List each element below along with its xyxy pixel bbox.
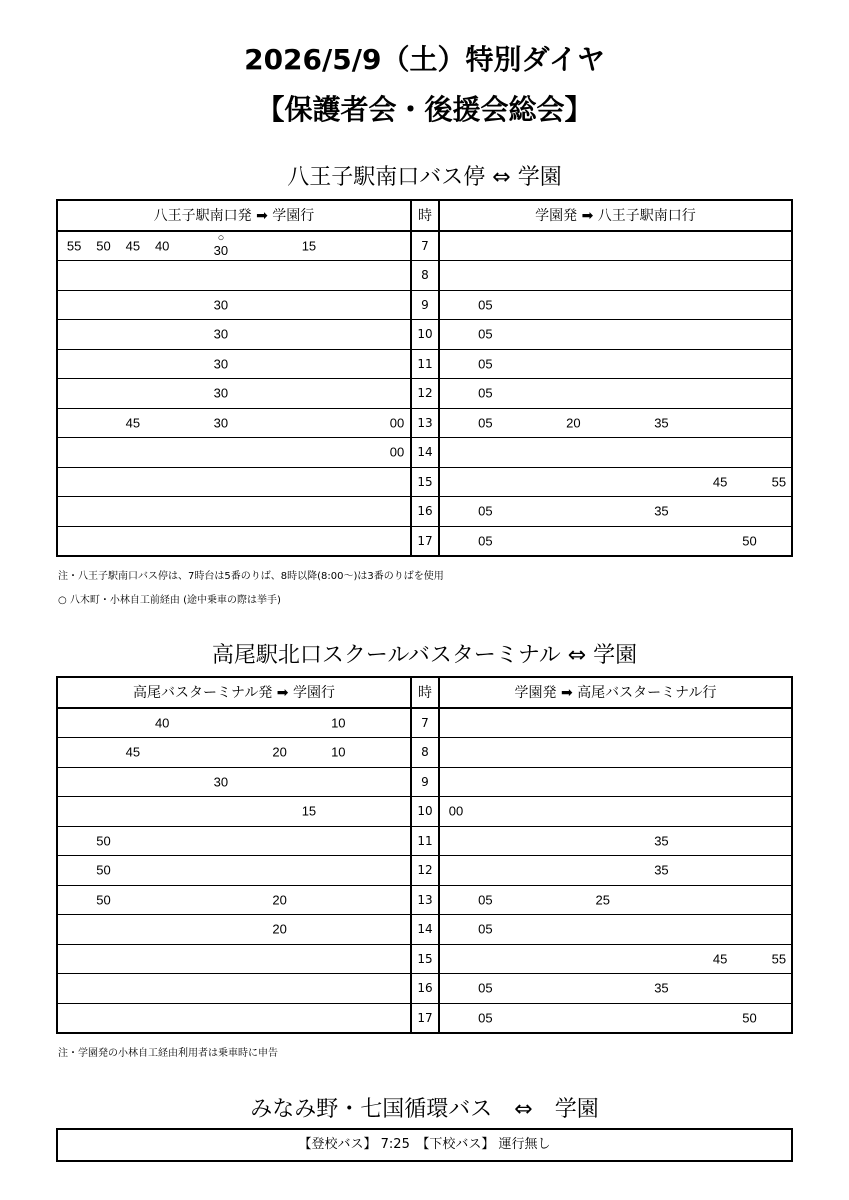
departure-minute: 20 (272, 892, 287, 908)
hour-cell: 10 (411, 797, 439, 827)
departure-minute: 40 (154, 238, 170, 254)
departure-minute: 05 (478, 326, 493, 342)
table-row (57, 290, 792, 320)
departure-minute: 30 (213, 774, 229, 790)
departure-minute: 45 (125, 415, 141, 431)
departure-minute: 45 (125, 744, 141, 760)
departure-minute: 00 (448, 803, 464, 819)
note: ○ 八木町・小林自工前経由 (途中乗車の際は挙手) (58, 595, 281, 606)
departure-minute: 40 (154, 715, 170, 731)
table-row (57, 379, 792, 409)
hour-cell: 9 (411, 767, 439, 797)
loop-bus-info: 【登校バス】 7:25 【下校バス】 運行無し (56, 1128, 793, 1162)
departure-minute: 05 (478, 921, 493, 937)
departure-minute: 05 (478, 533, 493, 549)
table-row (57, 974, 792, 1004)
hour-header: 時 (411, 677, 439, 708)
departure-minute: 05 (478, 892, 493, 908)
hour-cell: 8 (411, 738, 439, 768)
departure-minute: 50 (96, 238, 111, 254)
hour-cell: 16 (411, 497, 439, 527)
right-header: 学園発 ➡ 高尾バスターミナル行 (439, 677, 792, 708)
hour-cell: 9 (411, 290, 439, 320)
departure-minute: 45 (712, 474, 728, 490)
departure-minute: 55 (771, 951, 787, 967)
hour-cell: 13 (411, 408, 439, 438)
departure-minute: 50 (96, 892, 111, 908)
departure-minute: 35 (654, 503, 669, 519)
table-row (57, 231, 792, 261)
table-row (57, 320, 792, 350)
table-row (57, 261, 792, 291)
hour-cell: 7 (411, 708, 439, 738)
table-row (57, 826, 792, 856)
departure-minute: 45 (712, 951, 728, 967)
left-header: 八王子駅南口発 ➡ 学園行 (57, 200, 411, 231)
page-title: 2026/5/9（土）特別ダイヤ (244, 43, 605, 76)
hour-cell: 11 (411, 349, 439, 379)
hour-cell: 12 (411, 856, 439, 886)
page-subtitle: 【保護者会・後援会総会】 (256, 93, 593, 126)
departure-minute: 30 (213, 356, 229, 372)
table-row (57, 349, 792, 379)
departure-minute: 55 (66, 238, 82, 254)
hour-cell: 15 (411, 467, 439, 497)
departure-minute: 30 (213, 297, 229, 313)
hour-header: 時 (411, 200, 439, 231)
departure-minute: 05 (478, 385, 493, 401)
table-row (57, 408, 792, 438)
departure-minute: 05 (478, 1010, 493, 1026)
hour-cell: 14 (411, 438, 439, 468)
table-row (57, 915, 792, 945)
departure-minute: 20 (272, 744, 287, 760)
table-row (57, 767, 792, 797)
departure-minute: 15 (301, 238, 317, 254)
hour-cell: 8 (411, 261, 439, 291)
departure-minute: 55 (771, 474, 787, 490)
departure-minute: 20 (566, 415, 581, 431)
departure-minute: 30 (213, 415, 229, 431)
via-marker: ○ (217, 231, 225, 244)
departure-minute: 05 (478, 415, 493, 431)
hour-cell: 13 (411, 885, 439, 915)
table-row (57, 708, 792, 738)
table-row (57, 856, 792, 886)
departure-minute: 00 (389, 444, 405, 460)
table-row (57, 885, 792, 915)
departure-minute: 50 (742, 533, 757, 549)
departure-minute: 30 (213, 326, 229, 342)
departure-minute: 45 (125, 238, 141, 254)
departure-minute: 15 (301, 803, 317, 819)
departure-minute: 50 (96, 862, 111, 878)
left-header: 高尾バスターミナル発 ➡ 学園行 (57, 677, 411, 708)
timetable-hachioji (56, 199, 793, 557)
hour-cell: 16 (411, 974, 439, 1004)
departure-minute: 20 (272, 921, 287, 937)
hour-cell: 17 (411, 526, 439, 556)
hour-cell: 12 (411, 379, 439, 409)
table-row (57, 797, 792, 827)
section-heading-loop: みなみ野・七国循環バス ⇔ 学園 (250, 1097, 599, 1122)
note: 注・学園発の小林自工経由利用者は乗車時に申告 (58, 1048, 278, 1059)
departure-minute: 35 (654, 833, 669, 849)
hour-cell: 11 (411, 826, 439, 856)
departure-minute: 05 (478, 297, 493, 313)
timetable-takao (56, 676, 793, 1034)
hour-cell: 7 (411, 231, 439, 261)
right-header: 学園発 ➡ 八王子駅南口行 (439, 200, 792, 231)
section-heading-hachioji: 八王子駅南口バス停 ⇔ 学園 (287, 165, 562, 190)
table-row (57, 738, 792, 768)
table-row (57, 467, 792, 497)
table-row (57, 497, 792, 527)
departure-minute: 30 (213, 385, 229, 401)
departure-minute: 35 (654, 415, 669, 431)
table-row (57, 1003, 792, 1033)
table-row (57, 526, 792, 556)
departure-minute: 00 (389, 415, 405, 431)
departure-minute: 25 (595, 892, 610, 908)
section-heading-takao: 高尾駅北口スクールバスターミナル ⇔ 学園 (211, 643, 638, 668)
hour-cell: 14 (411, 915, 439, 945)
departure-minute: 05 (478, 980, 493, 996)
departure-minute: 35 (654, 862, 669, 878)
hour-cell: 17 (411, 1003, 439, 1033)
departure-minute: 10 (331, 715, 346, 731)
departure-minute: ○ 30 (213, 231, 229, 258)
table-row (57, 438, 792, 468)
note: 注・八王子駅南口バス停は、7時台は5番のりば、8時以降(8:00～)は3番のりばを使用 (58, 571, 444, 582)
hour-cell: 10 (411, 320, 439, 350)
departure-minute: 05 (478, 503, 493, 519)
hour-cell: 15 (411, 944, 439, 974)
departure-minute: 35 (654, 980, 669, 996)
departure-minute: 05 (478, 356, 493, 372)
departure-minute: 50 (742, 1010, 757, 1026)
departure-minute: 50 (96, 833, 111, 849)
departure-minute: 10 (331, 744, 346, 760)
table-row (57, 944, 792, 974)
